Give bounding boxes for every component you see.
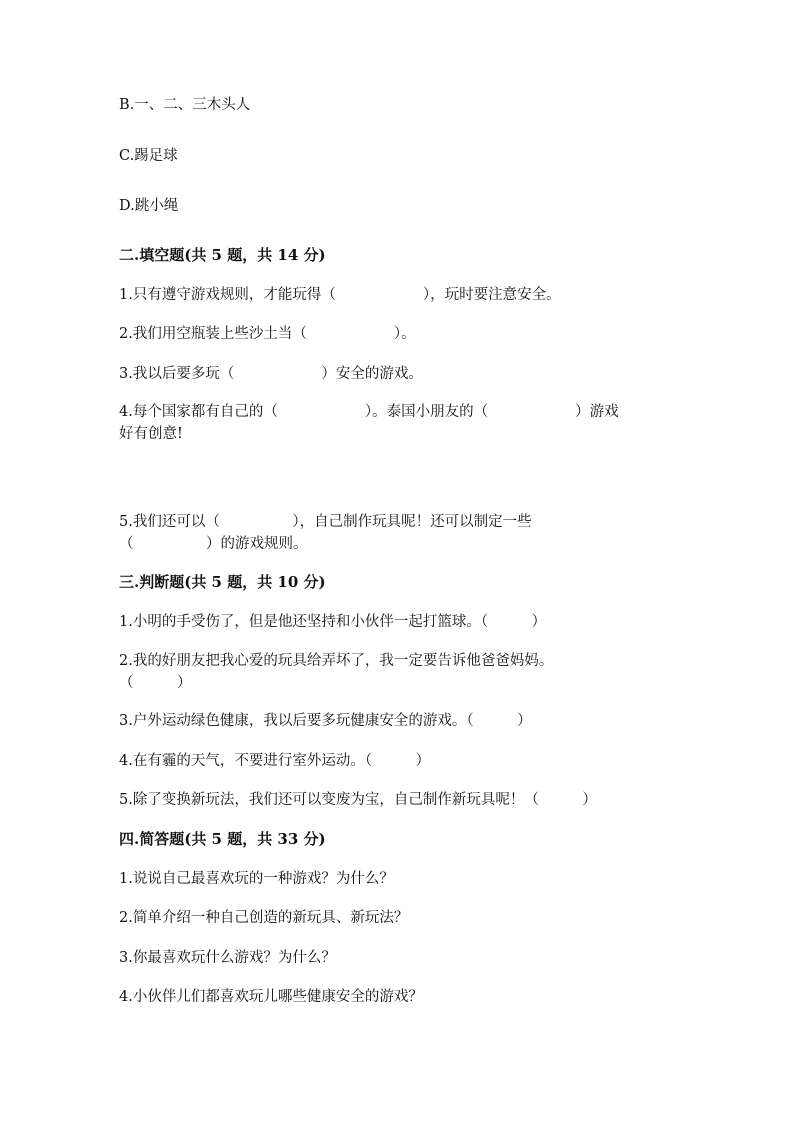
- fill-question-4: 4.每个国家都有自己的（ ）。泰国小朋友的（ ）游戏: [119, 404, 619, 420]
- section-heading-short-answer: 四.简答题(共 5 题，共 33 分): [119, 830, 326, 848]
- option-d: D.跳小绳: [119, 198, 179, 214]
- short-question-1: 1.说说自己最喜欢玩的一种游戏？为什么？: [119, 871, 394, 887]
- fill-question-5: 5.我们还可以（ ），自己制作玩具呢！还可以制定一些: [119, 514, 532, 530]
- fill-question-2: 2.我们用空瓶装上些沙土当（ ）。: [119, 326, 416, 342]
- judge-question-3: 3.户外运动绿色健康，我以后要多玩健康安全的游戏。（ ）: [119, 713, 532, 729]
- judge-question-4: 4.在有霾的天气，不要进行室外运动。（ ）: [119, 753, 431, 769]
- short-question-4: 4.小伙伴儿们都喜欢玩儿哪些健康安全的游戏？: [119, 989, 423, 1005]
- fill-question-3: 3.我以后要多玩（ ）安全的游戏。: [119, 366, 423, 382]
- option-c: C.踢足球: [119, 148, 178, 164]
- short-question-3: 3.你最喜欢玩什么游戏？为什么？: [119, 950, 336, 966]
- short-question-2: 2.简单介绍一种自己创造的新玩具、新玩法？: [119, 910, 409, 926]
- fill-question-5-cont: （ ）的游戏规则。: [119, 536, 308, 552]
- fill-question-4-cont: 好有创意!: [119, 426, 183, 442]
- fill-question-1: 1.只有遵守游戏规则，才能玩得（ ），玩时要注意安全。: [119, 287, 561, 303]
- option-b: B.一、二、三木头人: [119, 97, 251, 113]
- judge-question-5: 5.除了变换新玩法，我们还可以变废为宝，自己制作新玩具呢！（ ）: [119, 792, 597, 808]
- judge-question-1: 1.小明的手受伤了，但是他还坚持和小伙伴一起打篮球。（ ）: [119, 614, 547, 630]
- section-heading-true-false: 三.判断题(共 5 题，共 10 分): [119, 573, 326, 591]
- section-heading-fill-in: 二.填空题(共 5 题，共 14 分): [119, 246, 326, 264]
- judge-question-2-cont: （ ）: [119, 675, 192, 691]
- judge-question-2: 2.我的好朋友把我心爱的玩具给弄坏了，我一定要告诉他爸爸妈妈。: [119, 653, 554, 669]
